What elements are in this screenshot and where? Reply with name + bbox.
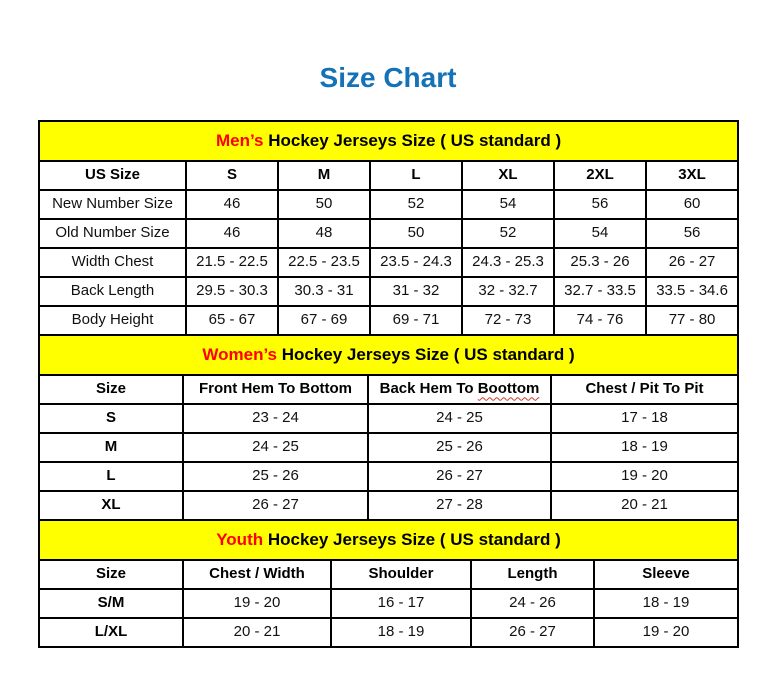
youth-band-highlight: Youth — [216, 529, 264, 549]
cell: 18 - 19 — [331, 618, 471, 647]
womens-band-text: Hockey Jerseys Size ( US standard ) — [277, 344, 575, 364]
womens-band-highlight: Women’s — [202, 344, 277, 364]
cell: 65 - 67 — [186, 306, 278, 335]
table-row — [39, 219, 738, 248]
cell: 18 - 19 — [551, 433, 738, 462]
column-header: S — [186, 161, 278, 190]
cell: 27 - 28 — [368, 491, 551, 520]
cell: 23.5 - 24.3 — [370, 248, 462, 277]
row-label: S — [39, 404, 183, 433]
cell: 46 — [186, 190, 278, 219]
row-label: Old Number Size — [39, 219, 186, 248]
cell: 29.5 - 30.3 — [186, 277, 278, 306]
table-row — [39, 404, 738, 433]
table-row — [39, 589, 738, 618]
mens-band-text: Hockey Jerseys Size ( US standard ) — [263, 130, 562, 150]
size-chart — [38, 120, 737, 648]
row-label: L/XL — [39, 618, 183, 647]
cell: 19 - 20 — [594, 618, 738, 647]
cell: 25 - 26 — [183, 462, 368, 491]
row-label: XL — [39, 491, 183, 520]
cell: 23 - 24 — [183, 404, 368, 433]
mens-band — [39, 121, 738, 161]
womens-size-table — [38, 334, 739, 521]
cell: 30.3 - 31 — [278, 277, 370, 306]
cell: 54 — [462, 190, 554, 219]
column-header-misspelled — [368, 375, 551, 404]
womens-header-row — [39, 375, 738, 404]
cell: 17 - 18 — [551, 404, 738, 433]
cell: 56 — [646, 219, 738, 248]
cell: 77 - 80 — [646, 306, 738, 335]
mens-size-table — [38, 120, 739, 336]
row-label: Back Length — [39, 277, 186, 306]
row-label: L — [39, 462, 183, 491]
column-header: Front Hem To Bottom — [183, 375, 368, 404]
cell: 22.5 - 23.5 — [278, 248, 370, 277]
table-row — [39, 190, 738, 219]
cell: 19 - 20 — [551, 462, 738, 491]
cell: 48 — [278, 219, 370, 248]
cell: 26 - 27 — [368, 462, 551, 491]
column-header: Sleeve — [594, 560, 738, 589]
row-label: M — [39, 433, 183, 462]
womens-band-title — [39, 335, 738, 375]
youth-band-title — [39, 520, 738, 560]
row-label: New Number Size — [39, 190, 186, 219]
youth-size-table — [38, 519, 739, 648]
row-label: Width Chest — [39, 248, 186, 277]
cell: 24 - 25 — [368, 404, 551, 433]
cell: 72 - 73 — [462, 306, 554, 335]
cell: 25.3 - 26 — [554, 248, 646, 277]
column-header: Shoulder — [331, 560, 471, 589]
cell: 69 - 71 — [370, 306, 462, 335]
youth-header-row — [39, 560, 738, 589]
column-header: Size — [39, 375, 183, 404]
table-row — [39, 433, 738, 462]
column-header: Size — [39, 560, 183, 589]
table-row — [39, 491, 738, 520]
column-header: Length — [471, 560, 594, 589]
mens-header-row — [39, 161, 738, 190]
cell: 60 — [646, 190, 738, 219]
column-header: Chest / Pit To Pit — [551, 375, 738, 404]
cell: 24 - 25 — [183, 433, 368, 462]
cell: 26 - 27 — [471, 618, 594, 647]
table-row — [39, 248, 738, 277]
cell: 74 - 76 — [554, 306, 646, 335]
youth-band — [39, 520, 738, 560]
cell: 54 — [554, 219, 646, 248]
cell: 56 — [554, 190, 646, 219]
mens-band-highlight: Men’s — [215, 130, 264, 150]
youth-band-text: Hockey Jerseys Size ( US standard ) — [263, 529, 561, 549]
cell: 50 — [370, 219, 462, 248]
row-label: Body Height — [39, 306, 186, 335]
table-row — [39, 306, 738, 335]
cell: 31 - 32 — [370, 277, 462, 306]
mens-band-title — [39, 121, 738, 161]
cell: 32 - 32.7 — [462, 277, 554, 306]
cell: 16 - 17 — [331, 589, 471, 618]
cell: 32.7 - 33.5 — [554, 277, 646, 306]
cell: 24.3 - 25.3 — [462, 248, 554, 277]
column-header: Chest / Width — [183, 560, 331, 589]
cell: 26 - 27 — [183, 491, 368, 520]
column-header: US Size — [39, 161, 186, 190]
page-title: Size Chart — [319, 62, 457, 93]
cell: 21.5 - 22.5 — [186, 248, 278, 277]
column-header-prefix: Back Hem To — [379, 380, 478, 398]
womens-band — [39, 335, 738, 375]
cell: 52 — [462, 219, 554, 248]
cell: 52 — [370, 190, 462, 219]
table-row — [39, 462, 738, 491]
cell: 26 - 27 — [646, 248, 738, 277]
cell: 20 - 21 — [183, 618, 331, 647]
table-row — [39, 618, 738, 647]
column-header: L — [370, 161, 462, 190]
cell: 46 — [186, 219, 278, 248]
cell: 19 - 20 — [183, 589, 331, 618]
column-header: 3XL — [646, 161, 738, 190]
column-header: M — [278, 161, 370, 190]
cell: 18 - 19 — [594, 589, 738, 618]
cell: 33.5 - 34.6 — [646, 277, 738, 306]
cell: 67 - 69 — [278, 306, 370, 335]
table-row — [39, 277, 738, 306]
misspelled-word: Boottom — [477, 380, 540, 398]
column-header: XL — [462, 161, 554, 190]
column-header: 2XL — [554, 161, 646, 190]
cell: 50 — [278, 190, 370, 219]
cell: 25 - 26 — [368, 433, 551, 462]
cell: 20 - 21 — [551, 491, 738, 520]
cell: 24 - 26 — [471, 589, 594, 618]
row-label: S/M — [39, 589, 183, 618]
